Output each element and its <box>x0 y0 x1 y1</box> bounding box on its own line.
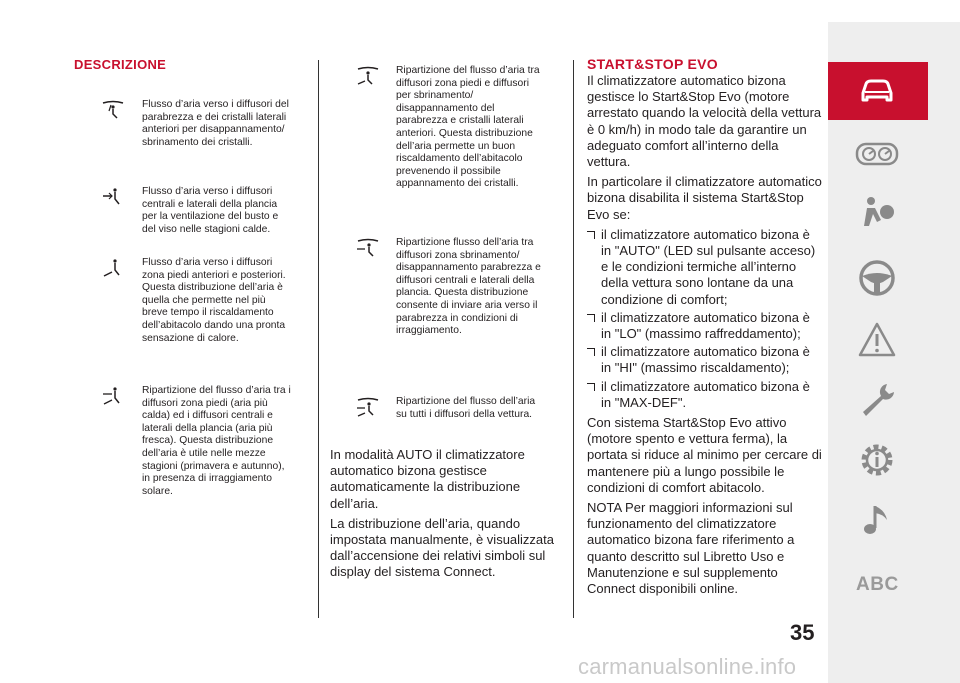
list-item-text: Flusso d’aria verso i diffusori centrali e laterali della plancia per la ventilazione del busto e del viso nelle stagioni calde. <box>142 186 279 235</box>
note-paragraph: NOTA Per maggiori informazioni sul funzionamento del climatizzatore automatico bizona fare riferimento a quanto descritto sul Libretto Uso e Manutenzione e sul supplemento Connect disponibili online. <box>587 500 795 597</box>
air-distribution-feet-windscreen-icon <box>355 66 381 91</box>
warning-triangle-icon[interactable] <box>854 320 900 360</box>
paragraph: Il climatizzatore automatico bizona gestisce lo Start&Stop Evo (motore arrestato quando la velocità della vettura è 0 km/h) in modo tale da garantire un adeguato comfort all’interno della vettura. <box>587 73 822 170</box>
list-item <box>587 379 823 411</box>
list-item <box>587 310 823 342</box>
abc-index-tab[interactable]: ABC <box>856 574 899 595</box>
technical-data-gear-icon[interactable] <box>854 440 900 480</box>
paragraph: La distribuzione dell’aria, quando impostata manualmente, è visualizzata dall’accensione dei relativi simboli sul display del sistema Connect. <box>330 515 555 580</box>
section-heading-descrizione: DESCRIZIONE <box>74 57 167 72</box>
bullet-text: il climatizzatore automatico bizona è in "HI" (massimo riscaldamento); <box>601 344 810 376</box>
section-heading-start-stop: START&STOP EVO <box>587 56 718 72</box>
bullet-text: il climatizzatore automatico bizona è in "LO" (massimo raffreddamento); <box>601 309 810 342</box>
bullet-marker <box>587 348 595 356</box>
air-distribution-feet-icon <box>100 258 126 283</box>
car-icon[interactable] <box>854 70 900 110</box>
air-distribution-all-icon <box>355 397 381 422</box>
paragraph: In particolare il climatizzatore automatico bizona disabilita il sistema Start&Stop Evo se: <box>587 174 822 222</box>
bullet-marker <box>587 231 595 239</box>
bullet-text: il climatizzatore automatico bizona è in "MAX-DEF". <box>601 378 810 410</box>
list-item-text: Ripartizione del flusso d’aria tra i diffusori zona piedi (aria più calda) ed i diffusori centrali e laterali della plancia (aria più fresca). Questa distribuzione dell’aria è utile nelle mezze stagioni (primavera e autunno), in presenza di irraggiamento solare. <box>142 385 291 497</box>
list-item <box>587 227 823 308</box>
page-number: 35 <box>790 620 815 645</box>
paragraph: Con sistema Start&Stop Evo attivo (motore spento e vettura ferma), la portata si riduce al minimo per cercare di mantenere più a lungo possibile le condizioni di comfort abitacolo. <box>587 415 822 495</box>
bullet-text: il climatizzatore automatico bizona è in "AUTO" (LED sul pulsante acceso) e le condizioni termiche all’interno della vettura sono lontane da una condizione di comfort; <box>601 226 816 307</box>
wrench-icon[interactable] <box>854 380 900 420</box>
air-distribution-windscreen-dashboard-icon <box>355 238 381 263</box>
air-distribution-dashboard-feet-icon <box>100 386 126 411</box>
bullet-marker <box>587 314 595 322</box>
air-distribution-dashboard-icon <box>100 187 126 212</box>
steering-wheel-icon[interactable] <box>854 258 900 298</box>
instrument-cluster-icon[interactable] <box>854 134 900 174</box>
list-item-text: Ripartizione del flusso dell’aria su tutti i diffusori della vettura. <box>396 396 536 420</box>
bullet-marker <box>587 383 595 391</box>
list-item-text: Flusso d’aria verso i diffusori zona piedi anteriori e posteriori. Questa distribuzione dell’aria è quella che permette nel più breve tempo il riscaldamento dell’abitacolo dando una pronta sensazione di calore. <box>142 257 286 344</box>
column-divider <box>318 60 319 618</box>
list-item-text: Ripartizione flusso dell’aria tra diffusori zona sbrinamento/ disappannamento parabrezza e diffusori centrali e laterali della plancia. Questa distribuzione consente di inviare aria verso il parabrezza in condizioni di irraggiamento. <box>396 237 541 337</box>
paragraph: In modalità AUTO il climatizzatore automatico bizona gestisce automaticamente la distribuzione dell’aria. <box>330 447 525 511</box>
music-note-icon[interactable] <box>854 500 900 540</box>
col3-body <box>587 73 823 601</box>
air-distribution-windscreen-icon <box>100 100 126 125</box>
list-item-text: Ripartizione del flusso d’aria tra diffusori zona piedi e diffusori per sbrinamento/ disappannamento del parabrezza e cristalli laterali anteriori. Questa distribuzione dell’aria permette un buon riscaldamento dell’abitacolo prevenendo il possibile appannamento dei cristalli. <box>396 65 540 190</box>
list-item <box>587 344 823 376</box>
col2-body <box>330 447 562 585</box>
list-item-text: Flusso d’aria verso i diffusori del parabrezza e dei cristalli laterali anteriori per disappannamento/ sbrinamento dei cristalli. <box>142 99 289 148</box>
airbag-icon[interactable] <box>854 192 900 232</box>
watermark: carmanualsonline.info <box>578 654 797 679</box>
column-divider <box>573 60 574 618</box>
